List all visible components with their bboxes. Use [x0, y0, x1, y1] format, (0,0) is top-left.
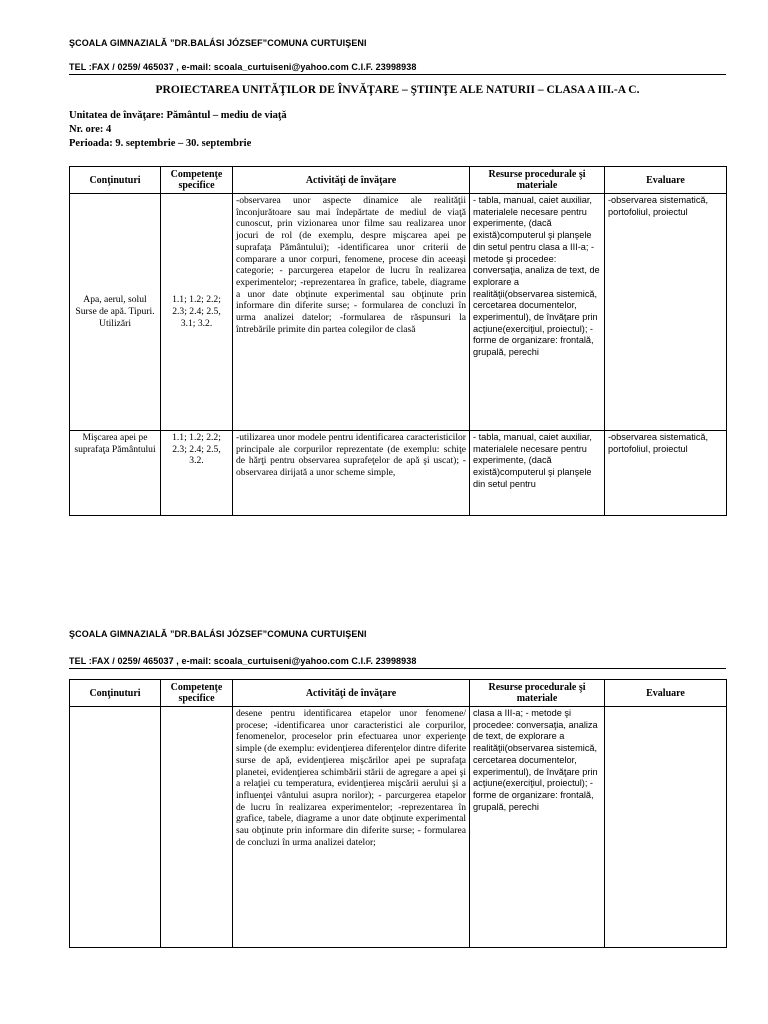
evaluation-cell: -observarea sistematică, portofoliul, proiectul [605, 194, 727, 431]
period: Perioada: 9. septembrie – 30. septembrie [69, 138, 252, 149]
col-header-content: Conţinuturi [70, 680, 161, 707]
evaluation-cell: -observarea sistematică, portofoliul, proiectul [605, 431, 727, 516]
col-header-activities: Activităţi de învăţare [233, 680, 470, 707]
content-cell: Apa, aerul, solul Surse de apă. Tipuri. Utilizări [70, 194, 161, 431]
col-header-resources: Resurse procedurale şi materiale [470, 167, 605, 194]
col-header-evaluation: Evaluare [605, 680, 727, 707]
table-header-row [70, 167, 727, 194]
activities-text: -utilizarea unor modele pentru identificarea caracteristicilor principale ale corpurilor reprezentate (de exemplu: schiţe de hărţi pentru observarea suprafeţelor de apă şi uscat); -observarea dirijată a unor scheme simple, [236, 432, 466, 479]
table-header-row [70, 680, 727, 707]
school-contact: TEL :FAX / 0259/ 465037 , e-mail: scoala_curtuiseni@yahoo.com C.I.F. 23998938 [69, 62, 417, 72]
col-header-evaluation: Evaluare [605, 167, 727, 194]
table-row [70, 194, 727, 431]
evaluation-cell [605, 707, 727, 948]
content-cell [70, 707, 161, 948]
document-title: PROIECTAREA UNITĂŢILOR DE ÎNVĂŢARE – ŞTIINŢE ALE NATURII – CLASA A III.-A C. [155, 84, 640, 96]
activities-cell: desene pentru identificarea etapelor unor fenomene/ procese; -identificarea unor caracteristici ale corpurilor, fenomenelor, proceselor prin efectuarea unor experienţe simple (de exemplu: evidenţierea diferenţelor dintre diferite surse de apă, evidenţierea mişcărilor apei pe suprafaţa planetei, evidenţierea schimbării stării de agregare a apei şi a relaţiei cu temperatura, evidenţierea mişcării aerului şi a influenţei vântului asupra norilor); - parcurgerea etapelor de lucru în realizarea experimentelor; -reprezentarea în grafice, tabele, diagrame a unor date obţinute experimental sau obţinute prin informare din diferite surse; - formularea de concluzi în urma analizei datelor; [233, 707, 470, 948]
col-header-activities: Activităţi de învăţare [233, 167, 470, 194]
content-cell: Mişcarea apei pe suprafaţa Pământului [70, 431, 161, 516]
activities-cell [233, 431, 470, 516]
col-header-competences: Competenţe specifice [161, 167, 233, 194]
resources-cell [470, 431, 605, 516]
resources-cell: clasa a III-a; - metode şi procedee: conversaţia, analiza de text, de explorare a realităţii(observarea sistemică, cercetarea documentelor, experimentul), de învăţare prin acţiune(exerciţiul, proiectul); - forme de organizare: frontală, grupală, perechi [470, 707, 605, 948]
col-header-competences: Competenţe specifice [161, 680, 233, 707]
competences-cell: 1.1; 1.2; 2.2; 2.3; 2.4; 2.5, 3.2. [161, 431, 233, 516]
col-header-resources: Resurse procedurale şi materiale [470, 680, 605, 707]
header-divider-page2 [69, 668, 726, 669]
hours-count: Nr. ore: 4 [69, 124, 112, 135]
col-header-content: Conţinuturi [70, 167, 161, 194]
planning-table-page2 [69, 679, 727, 948]
learning-unit: Unitatea de învăţare: Pământul – mediu de viaţă [69, 110, 287, 121]
competences-cell: 1.1; 1.2; 2.2; 2.3; 2.4; 2.5, 3.1; 3.2. [161, 194, 233, 431]
planning-table-page1 [69, 166, 727, 516]
table-row [70, 431, 727, 516]
school-contact-page2: TEL :FAX / 0259/ 465037 , e-mail: scoala_curtuiseni@yahoo.com C.I.F. 23998938 [69, 656, 417, 666]
activities-cell: -observarea unor aspecte dinamice ale realităţii înconjurătoare sau mai îndepărtate de mediul de viaţă cunoscut, prin vizionarea unor filme sau realizarea unor jocuri de rol (de exemplu, despre mişcarea apei pe suprafaţa Pământului); -identificarea unor criterii de comparare a unor corpuri, fenomene, procese din aceeaşi categorie; - parcurgerea etapelor de lucru în realizarea experimentelor; -reprezentarea în grafice, tabele, diagrame a unor date obţinute experimental sau obţinute prin informare din diferite surse; - formularea de concluzi în urma analizei datelor; -formularea de răspunsuri la întrebările primite din partea colegilor de clasă [233, 194, 470, 431]
table-row [70, 707, 727, 948]
competences-cell [161, 707, 233, 948]
resources-text: - tabla, manual, caiet auxiliar, materialele necesare pentru experimente, (dacă există)computerul şi planşele din setul pentru [473, 432, 592, 489]
school-name: ŞCOALA GIMNAZIALĂ ”DR.BALÁSI JÓZSEF”COMUNA CURTUIŞENI [69, 38, 367, 48]
school-name-page2: ŞCOALA GIMNAZIALĂ ”DR.BALÁSI JÓZSEF”COMUNA CURTUIŞENI [69, 629, 367, 639]
resources-cell: - tabla, manual, caiet auxiliar, materialele necesare pentru experimente, (dacă există)computerul şi planşele din setul pentru clasa a III-a; - metode şi procedee: conversaţia, analiza de text, de explorare a realităţii(observarea sistemică, cercetarea documentelor, experimentul), de învăţare prin acţiune(exerciţiul, proiectul); - forme de organizare: frontală, grupală, perechi [470, 194, 605, 431]
header-divider [69, 74, 726, 75]
